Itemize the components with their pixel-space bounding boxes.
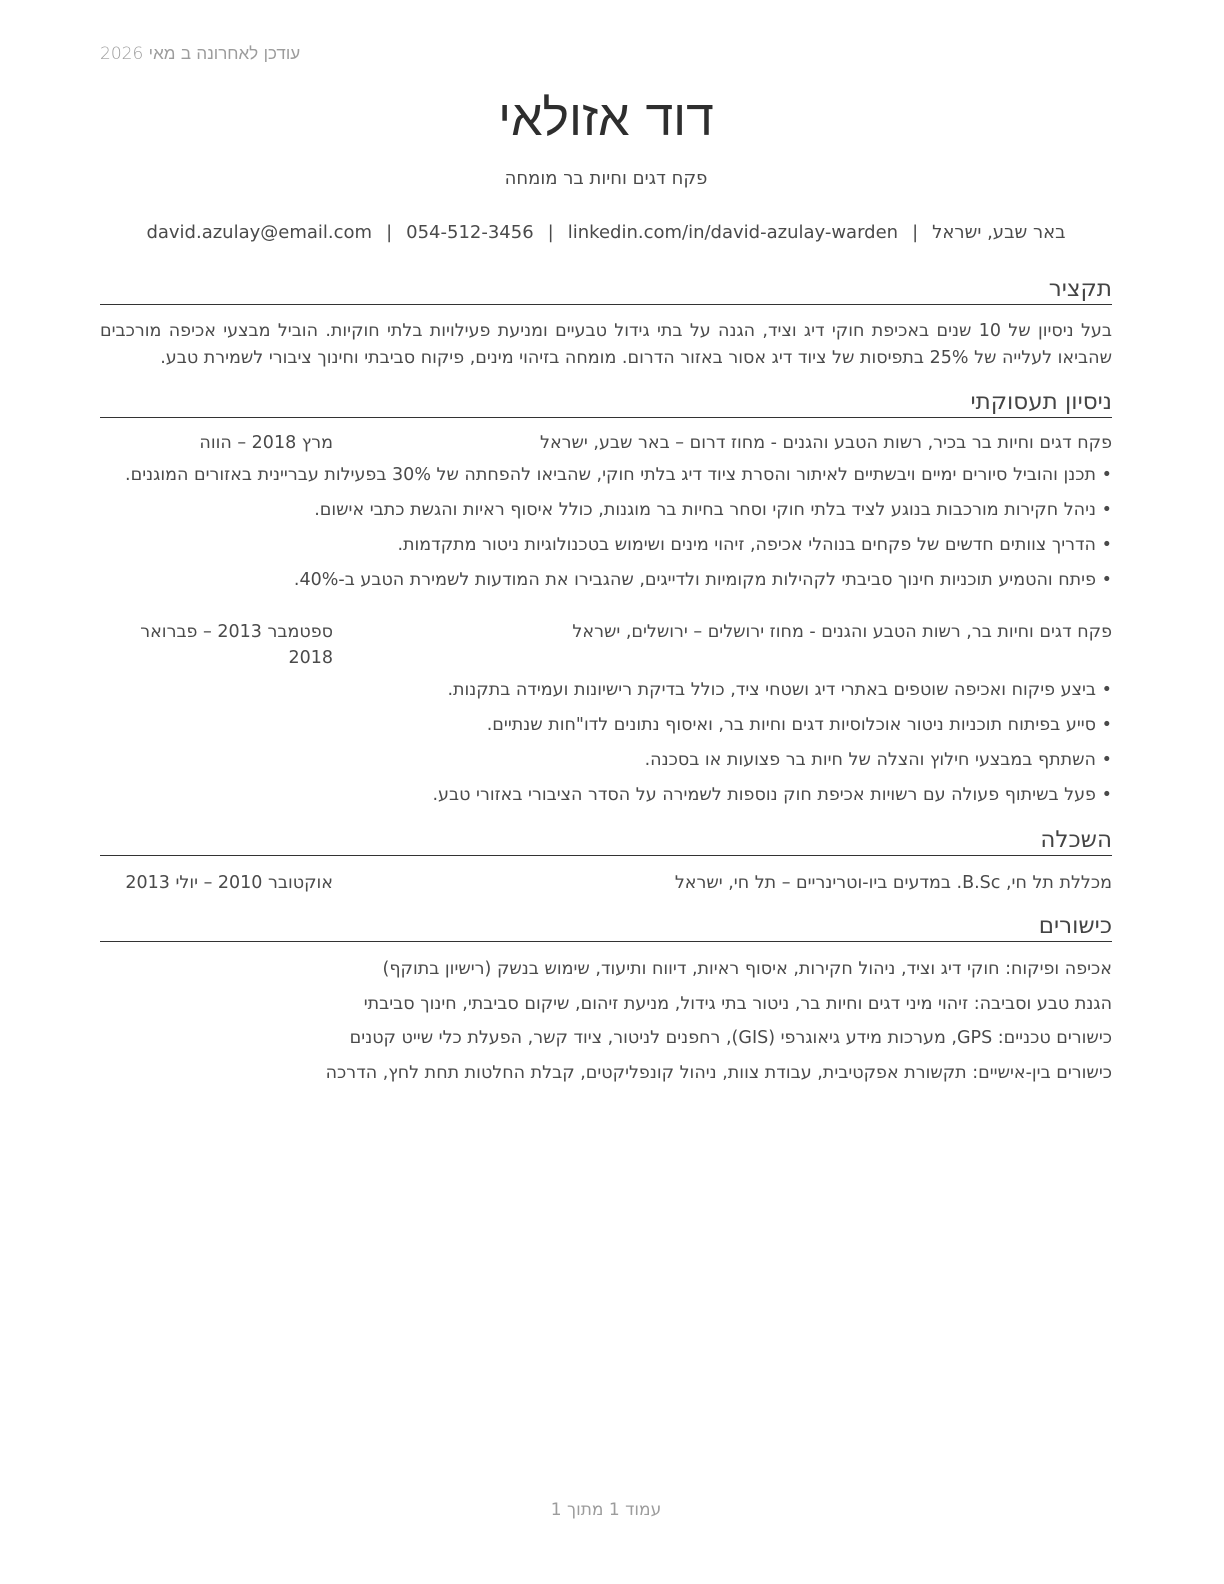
job-bullet: • פעל בשיתוף פעולה עם רשויות אכיפת חוק נוספות לשמירה על הסדר הציבורי באזורי טבע. <box>100 778 1112 813</box>
contact-separator: | <box>912 222 919 243</box>
job-bullet: • פיתח והטמיע תוכניות חינוך סביבתי לקהילות מקומיות ולדייגים, שהגבירו את המודעות לשמירת הטבע ב-40%. <box>100 563 1112 598</box>
skills-item: הגנת טבע וסביבה: זיהוי מיני דגים וחיות בר, ניטור בתי גידול, מניעת זיהום, שיקום סביבתי, חינוך סביבתי <box>363 993 1112 1014</box>
section-title-summary: תקציר <box>100 274 1112 305</box>
contact-linkedin[interactable]: linkedin.com/in/david-azulay-warden <box>567 222 899 243</box>
section-title-experience: ניסיון תעסוקתי <box>100 387 1112 418</box>
job-role: פקח דגים וחיות בר, רשות הטבע והגנים - מחוז ירושלים – ירושלים, ישראל <box>572 622 1112 642</box>
job-bullet: • סייע בפיתוח תוכניות ניטור אוכלוסיות דגים וחיות בר, ואיסוף נתונים לדו"חות שנתיים. <box>100 708 1112 743</box>
job-bullet: • ביצע פיקוח ואכיפה שוטפים באתרי דיג ושטחי ציד, כולל בדיקת רישיונות ועמידה בתקנות. <box>100 673 1112 708</box>
page-number: עמוד 1 מתוך 1 <box>550 1500 662 1520</box>
contact-line <box>100 222 1112 243</box>
job-dates: ספטמבר 2013 – פברואר 2018 <box>140 622 333 668</box>
job-bullet: • תכנן והוביל סיורים ימיים ויבשתיים לאיתור והסרת ציוד דיג בלתי חוקי, שהביאו להפחתה של 30% בפעילות עבריינית באזורים המוגנים. <box>100 458 1112 493</box>
education-degree: מכללת תל חי, B.Sc. במדעים ביו-וטרינריים – תל חי, ישראל <box>674 873 1112 893</box>
job-bullet: • ניהל חקירות מורכבות בנוגע לציד בלתי חוקי וסחר בחיות בר מוגנות, כולל איסוף ראיות והגשת כתבי אישום. <box>100 493 1112 528</box>
resume-page <box>100 0 1112 1584</box>
last-updated: עודכן לאחרונה ב מאי 2026 <box>100 44 301 64</box>
contact-location: באר שבע, ישראל <box>932 222 1066 243</box>
job-bullets <box>100 673 1112 813</box>
section-title-education: השכלה <box>100 825 1112 856</box>
job-bullet: • הדריך צוותים חדשים של פקחים בנוהלי אכיפה, זיהוי מינים ושימוש בטכנולוגיות ניטור מתקדמות. <box>100 528 1112 563</box>
education-dates: אוקטובר 2010 – יולי 2013 <box>125 873 333 893</box>
section-title-skills: כישורים <box>100 911 1112 942</box>
skills-list <box>100 952 1112 1090</box>
job-role: פקח דגים וחיות בר בכיר, רשות הטבע והגנים - מחוז דרום – באר שבע, ישראל <box>540 433 1112 453</box>
contact-phone[interactable]: 054-512-3456 <box>406 222 534 243</box>
summary-text: בעל ניסיון של 10 שנים באכיפת חוקי דיג וציד, הגנה על בתי גידול טבעיים ומניעת פעילויות בלתי חוקיות. הוביל מבצעי אכיפה מורכבים שהביאו לעלייה של 25% בתפיסות של ציוד דיג אסור באזור הדרום. מומחה בזיהוי מינים, פיקוח סביבתי וחינוך ציבורי לשמירת טבע. <box>100 321 1112 368</box>
skills-item: כישורים בין-אישיים: תקשורת אפקטיבית, עבודת צוות, ניהול קונפליקטים, קבלת החלטות תחת לחץ, הדרכה <box>325 1062 1112 1083</box>
job-bullet: • השתתף במבצעי חילוץ והצלה של חיות בר פצועות או בסכנה. <box>100 743 1112 778</box>
contact-email[interactable]: david.azulay@email.com <box>146 222 373 243</box>
job-bullets <box>100 458 1112 598</box>
job-title: פקח דגים וחיות בר מומחה <box>504 168 708 189</box>
job-dates: מרץ 2018 – הווה <box>199 433 333 453</box>
skills-item: אכיפה ופיקוח: חוקי דיג וציד, ניהול חקירות, איסוף ראיות, דיווח ותיעוד, שימוש בנשק (רישיון בתוקף) <box>382 959 1112 979</box>
candidate-name: דוד אזולאי <box>498 89 714 147</box>
contact-separator: | <box>547 222 554 243</box>
skills-item: כישורים טכניים: GPS, מערכות מידע גיאוגרפי (GIS), רחפנים לניטור, ציוד קשר, הפעלת כלי שייט קטנים <box>349 1028 1112 1048</box>
contact-separator: | <box>386 222 393 243</box>
